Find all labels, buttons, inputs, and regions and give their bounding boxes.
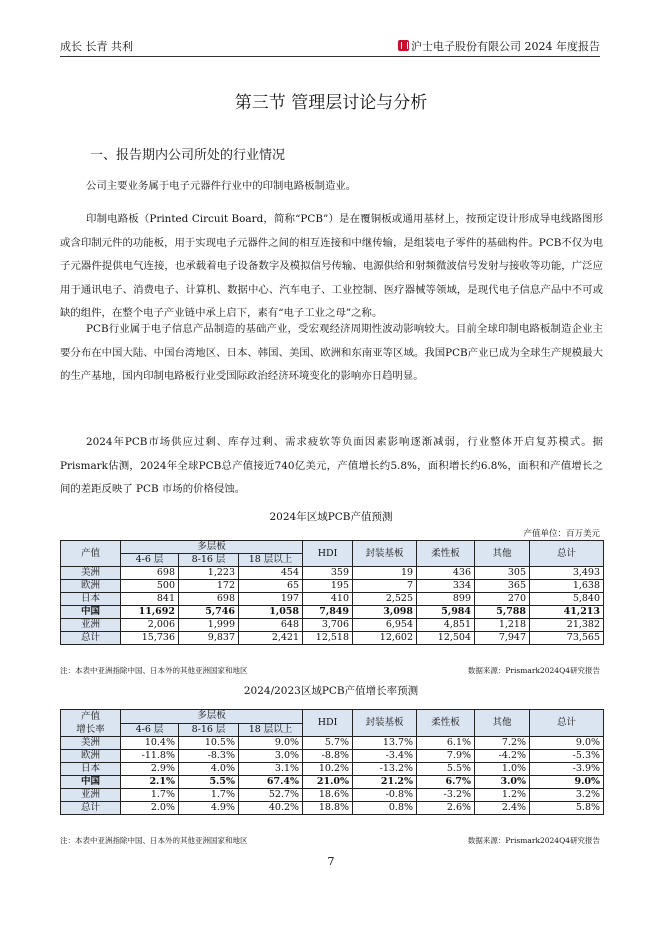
table-cell: 2,006 (121, 619, 179, 632)
table2-header-value-rate (61, 710, 121, 737)
row-region: 欧洲 (61, 750, 121, 763)
table-cell: 5,984 (417, 606, 475, 619)
table-row (61, 619, 604, 632)
table1-header-multilayer: 多层板 (121, 541, 303, 554)
table-cell: 2.0% (121, 802, 179, 815)
table-cell: 5,840 (530, 593, 604, 606)
table1-note: 注：本表中亚洲指除中国、日本外的其他亚洲国家和地区 (60, 666, 248, 675)
page-number: 7 (327, 855, 335, 868)
row-region: 欧洲 (61, 580, 121, 593)
table-row (61, 632, 604, 645)
table-cell: 12,504 (417, 632, 475, 645)
table-cell: 1.2% (475, 789, 530, 802)
company-logo-icon (398, 40, 409, 51)
table-cell: 1.7% (179, 789, 239, 802)
table-cell: -8.3% (179, 750, 239, 763)
table-cell: 1,638 (530, 580, 604, 593)
table-cell: -13.2% (353, 763, 417, 776)
table-cell: 9.0% (530, 737, 604, 750)
table-cell: 41,213 (530, 606, 604, 619)
table1-header-value: 产值 (61, 541, 121, 567)
table1-source: 数据来源：Prismark2024Q4研究报告 (467, 666, 600, 675)
row-region: 中国 (61, 606, 121, 619)
table-cell: 7.9% (417, 750, 475, 763)
table-cell: 7,849 (303, 606, 353, 619)
paragraph-3: PCB行业属于电子信息产品制造的基础产业，受宏观经济周期性波动影响较大。目前全球印制电路板制造企业主要分布在中国大陆、中国台湾地区、日本、韩国、美国、欧洲和东南亚等区域。我国PCB产业已成为全球生产规模最大的生产基地，国内印制电路板行业受国际政治经济环境变化的影响亦日趋明显。 (60, 323, 603, 382)
table-cell: 1.0% (475, 763, 530, 776)
table-cell: 5.7% (303, 737, 353, 750)
row-region: 中国 (61, 776, 121, 789)
table2-header-18plus: 18 层以上 (239, 723, 303, 737)
table-cell: 65 (239, 580, 303, 593)
row-region: 亚洲 (61, 789, 121, 802)
table-cell: 13.7% (353, 737, 417, 750)
table-cell: 648 (239, 619, 303, 632)
table1-header-other: 其他 (475, 541, 530, 567)
table-cell: 18.8% (303, 802, 353, 815)
table2-note: 注：本表中亚洲指除中国、日本外的其他亚洲国家和地区 (60, 836, 248, 845)
table1-note-line (60, 665, 600, 676)
table-cell: 0.8% (353, 802, 417, 815)
table-cell: 10.5% (179, 737, 239, 750)
table-cell: 3.0% (475, 776, 530, 789)
row-region: 亚洲 (61, 619, 121, 632)
table1-header-hdi: HDI (303, 541, 353, 567)
table1-body (61, 567, 604, 645)
table-cell: 15,736 (121, 632, 179, 645)
table-cell: 365 (475, 580, 530, 593)
table2-header-total: 总计 (530, 710, 604, 737)
table-cell: -5.3% (530, 750, 604, 763)
row-region: 日本 (61, 763, 121, 776)
table-cell: 21.0% (303, 776, 353, 789)
table1-header-8-16: 8-16 层 (179, 554, 239, 567)
header-company (398, 38, 600, 56)
table-cell: 2,525 (353, 593, 417, 606)
table1-header-18plus: 18 层以上 (239, 554, 303, 567)
table-cell: 6.1% (417, 737, 475, 750)
table2-header-multilayer: 多层板 (121, 710, 303, 724)
table-cell: 4.0% (179, 763, 239, 776)
table1 (60, 540, 604, 645)
table-cell: 10.4% (121, 737, 179, 750)
table-row (61, 750, 604, 763)
table-cell: -0.8% (353, 789, 417, 802)
paragraph-1: 公司主要业务属于电子元器件行业中的印制电路板制造业。 (86, 180, 357, 192)
table-cell: 454 (239, 567, 303, 580)
table-cell: 21.2% (353, 776, 417, 789)
table-cell: 3,493 (530, 567, 604, 580)
table-cell: 12,602 (353, 632, 417, 645)
row-region: 总计 (61, 802, 121, 815)
header-company-text: 沪士电子股份有限公司 2024 年度报告 (411, 40, 600, 53)
table-cell: 1,058 (239, 606, 303, 619)
table-cell: 1,999 (179, 619, 239, 632)
table-cell: 270 (475, 593, 530, 606)
table-cell: 899 (417, 593, 475, 606)
table-cell: 9.0% (239, 737, 303, 750)
table-cell: 3,098 (353, 606, 417, 619)
table-cell: 195 (303, 580, 353, 593)
table-row (61, 606, 604, 619)
table2-note-line (60, 835, 600, 846)
table-cell: 3.0% (239, 750, 303, 763)
table-cell: 1,223 (179, 567, 239, 580)
table-cell: 5.5% (179, 776, 239, 789)
table-cell: 9.0% (530, 776, 604, 789)
table-cell: 5.5% (417, 763, 475, 776)
row-region: 美洲 (61, 737, 121, 750)
table-cell: 5,746 (179, 606, 239, 619)
row-region: 总计 (61, 632, 121, 645)
table-cell: 334 (417, 580, 475, 593)
table-cell: -3.4% (353, 750, 417, 763)
table2-header-rate: 增长率 (76, 724, 105, 735)
table-cell: 6,954 (353, 619, 417, 632)
table2-header-8-16: 8-16 层 (179, 723, 239, 737)
table-cell: 5,788 (475, 606, 530, 619)
table2-header-substrate: 封装基板 (353, 710, 417, 737)
table-cell: 9,837 (179, 632, 239, 645)
table1-header-substrate: 封装基板 (353, 541, 417, 567)
table-row (61, 737, 604, 750)
table2 (60, 709, 604, 815)
table-cell: 1.7% (121, 789, 179, 802)
table-cell: 359 (303, 567, 353, 580)
table-cell: 4,851 (417, 619, 475, 632)
table-cell: 841 (121, 593, 179, 606)
paragraph-2: 印制电路板（Printed Circuit Board，简称“PCB”）是在覆铜板或通用基材上，按预定设计形成导电线路图形或含印制元件的功能板，用于实现电子元器件之间的相互连接和中继传输，是组装电子零件的基础构件。PCB不仅为电子元器件提供电气连接，也承载着电子设备数字及模拟信号传输、电源供给和射频微波信号发射与接收等功能，广泛应用于通讯电子、消费电子、计算机、数据中心、汽车电子、工业控制、医疗器械等领域，是现代电子信息产品中不可或缺的组件，在整个电子产业链中承上启下，素有“电子工业之母”之称。 (60, 213, 603, 319)
table-cell: 2,421 (239, 632, 303, 645)
table-cell: -3.9% (530, 763, 604, 776)
table-cell: 500 (121, 580, 179, 593)
table2-header-other: 其他 (475, 710, 530, 737)
table-cell: 11,692 (121, 606, 179, 619)
table-cell: 52.7% (239, 789, 303, 802)
table-cell: 19 (353, 567, 417, 580)
paragraph-4: 2024年PCB市场供应过剩、库存过剩、需求疲软等负面因素影响逐渐减弱，行业整体开启复苏模式。据Prismark估测，2024年全球PCB总产值接近740亿美元，产值增长约5.8%，面积增长约6.8%，面积和产值增长之间的差距反映了 PCB 市场的价格侵蚀。 (60, 436, 603, 495)
table-cell: 6.7% (417, 776, 475, 789)
section-heading: 一、报告期内公司所处的行业情况 (90, 148, 286, 163)
table-cell: 3.2% (530, 789, 604, 802)
table-cell: 2.4% (475, 802, 530, 815)
table-cell: 67.4% (239, 776, 303, 789)
page-header (60, 38, 600, 57)
table-cell: 3.1% (239, 763, 303, 776)
table1-caption: 2024年区域PCB产值预测 (269, 511, 393, 523)
table2-body (61, 737, 604, 815)
table-cell: 7 (353, 580, 417, 593)
table-row (61, 567, 604, 580)
header-slogan: 成长 长青 共利 (60, 40, 133, 53)
table1-unit: 产值单位：百万美元 (523, 529, 600, 539)
table-cell: 3,706 (303, 619, 353, 632)
table2-header-hdi: HDI (303, 710, 353, 737)
table-cell: 172 (179, 580, 239, 593)
table-row (61, 580, 604, 593)
table-cell: 1,218 (475, 619, 530, 632)
table-row (61, 789, 604, 802)
table-cell: 2.1% (121, 776, 179, 789)
table-cell: 197 (239, 593, 303, 606)
row-region: 美洲 (61, 567, 121, 580)
table-cell: 305 (475, 567, 530, 580)
table-cell: -4.2% (475, 750, 530, 763)
table2-source: 数据来源：Prismark2024Q4研究报告 (467, 836, 600, 845)
table-cell: -3.2% (417, 789, 475, 802)
table2-header-4-6: 4-6 层 (121, 723, 179, 737)
table-cell: 7.2% (475, 737, 530, 750)
table1-header-flex: 柔性板 (417, 541, 475, 567)
table-cell: 410 (303, 593, 353, 606)
table1-header-4-6: 4-6 层 (121, 554, 179, 567)
table-cell: 73,565 (530, 632, 604, 645)
table-cell: 10.2% (303, 763, 353, 776)
table-cell: -11.8% (121, 750, 179, 763)
table-row (61, 763, 604, 776)
table-row (61, 593, 604, 606)
table-cell: 12,518 (303, 632, 353, 645)
page-title: 第三节 管理层讨论与分析 (234, 93, 428, 113)
table2-caption: 2024/2023区域PCB产值增长率预测 (243, 685, 419, 697)
table-cell: 436 (417, 567, 475, 580)
table-cell: 2.6% (417, 802, 475, 815)
table-cell: -8.8% (303, 750, 353, 763)
table-row (61, 802, 604, 815)
table-cell: 18.6% (303, 789, 353, 802)
table-cell: 21,382 (530, 619, 604, 632)
table-cell: 7,947 (475, 632, 530, 645)
table-cell: 4.9% (179, 802, 239, 815)
row-region: 日本 (61, 593, 121, 606)
table2-header-value: 产值 (80, 711, 100, 722)
table-cell: 40.2% (239, 802, 303, 815)
table-row (61, 776, 604, 789)
table-cell: 2.9% (121, 763, 179, 776)
table-cell: 698 (121, 567, 179, 580)
table2-header-flex: 柔性板 (417, 710, 475, 737)
table1-header-total: 总计 (530, 541, 604, 567)
table-cell: 698 (179, 593, 239, 606)
table-cell: 5.8% (530, 802, 604, 815)
